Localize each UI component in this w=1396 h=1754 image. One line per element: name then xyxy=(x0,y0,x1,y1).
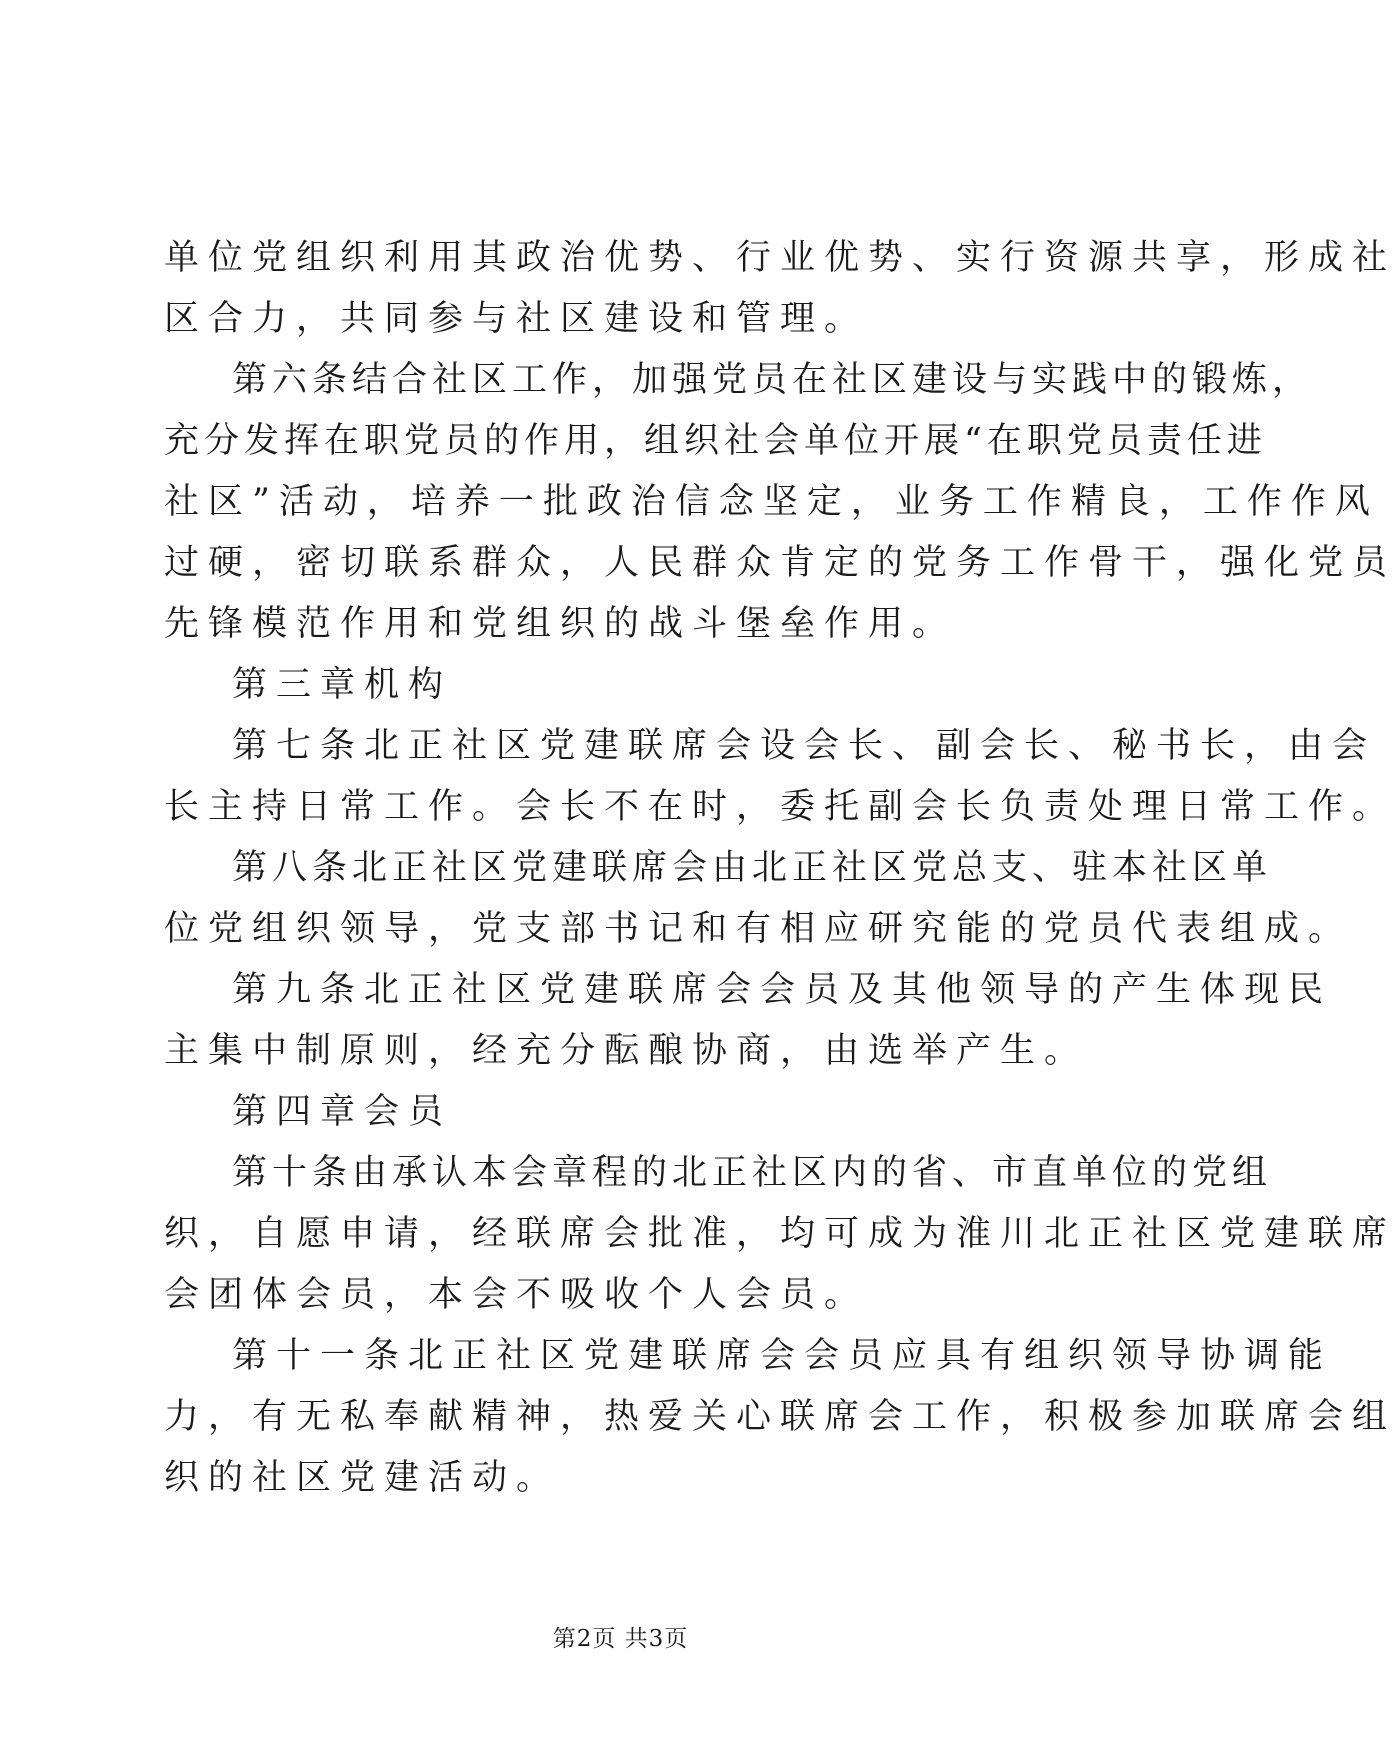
text-line: 织的社区党建活动。 xyxy=(164,1458,561,1498)
text-line: 先锋模范作用和党组织的战斗堡垒作用。 xyxy=(164,604,957,644)
text-line: 长主持日常工作。会长不在时，委托副会长负责处理日常工作。 xyxy=(164,787,1396,827)
document-body xyxy=(164,228,1396,1509)
text-line: 第七条北正社区党建联席会设会长、副会长、秘书长，由会 xyxy=(232,726,1377,766)
text-line: 第十条由承认本会章程的北正社区内的省、市直单位的党组 xyxy=(232,1153,1273,1193)
text-line: 第六条结合社区工作，加强党员在社区建设与实践中的锻炼， xyxy=(232,360,1313,400)
text-line: 位党组织领导，党支部书记和有相应研究能的党员代表组成。 xyxy=(164,909,1353,949)
text-line: 第四章会员 xyxy=(232,1092,453,1132)
text-line: 第十一条北正社区党建联席会会员应具有组织领导协调能 xyxy=(232,1336,1333,1376)
text-line: 充分发挥在职党员的作用，组织社会单位开展“在职党员责任进 xyxy=(164,421,1267,461)
text-line: 单位党组织利用其政治优势、行业优势、实行资源共享，形成社 xyxy=(164,238,1396,278)
text-line: 第三章机构 xyxy=(232,665,453,705)
text-line: 过硬，密切联系群众，人民群众肯定的党务工作骨干，强化党员 xyxy=(164,543,1396,583)
text-line: 区合力，共同参与社区建设和管理。 xyxy=(164,299,869,339)
text-line: 会团体会员，本会不吸收个人会员。 xyxy=(164,1275,869,1315)
page-footer: 第2页 共3页 xyxy=(552,1626,689,1652)
text-line: 力，有无私奉献精神，热爱关心联席会工作，积极参加联席会组 xyxy=(164,1397,1396,1437)
text-line: 第九条北正社区党建联席会会员及其他领导的产生体现民 xyxy=(232,970,1333,1010)
text-line: 第八条北正社区党建联席会由北正社区党总支、驻本社区单 xyxy=(232,848,1273,888)
text-line: 织，自愿申请，经联席会批准，均可成为淮川北正社区党建联席 xyxy=(164,1214,1396,1254)
text-line: 主集中制原则，经充分酝酿协商，由选举产生。 xyxy=(164,1031,1089,1071)
text-line: 社区”活动，培养一批政治信念坚定，业务工作精良，工作作风 xyxy=(164,482,1379,522)
